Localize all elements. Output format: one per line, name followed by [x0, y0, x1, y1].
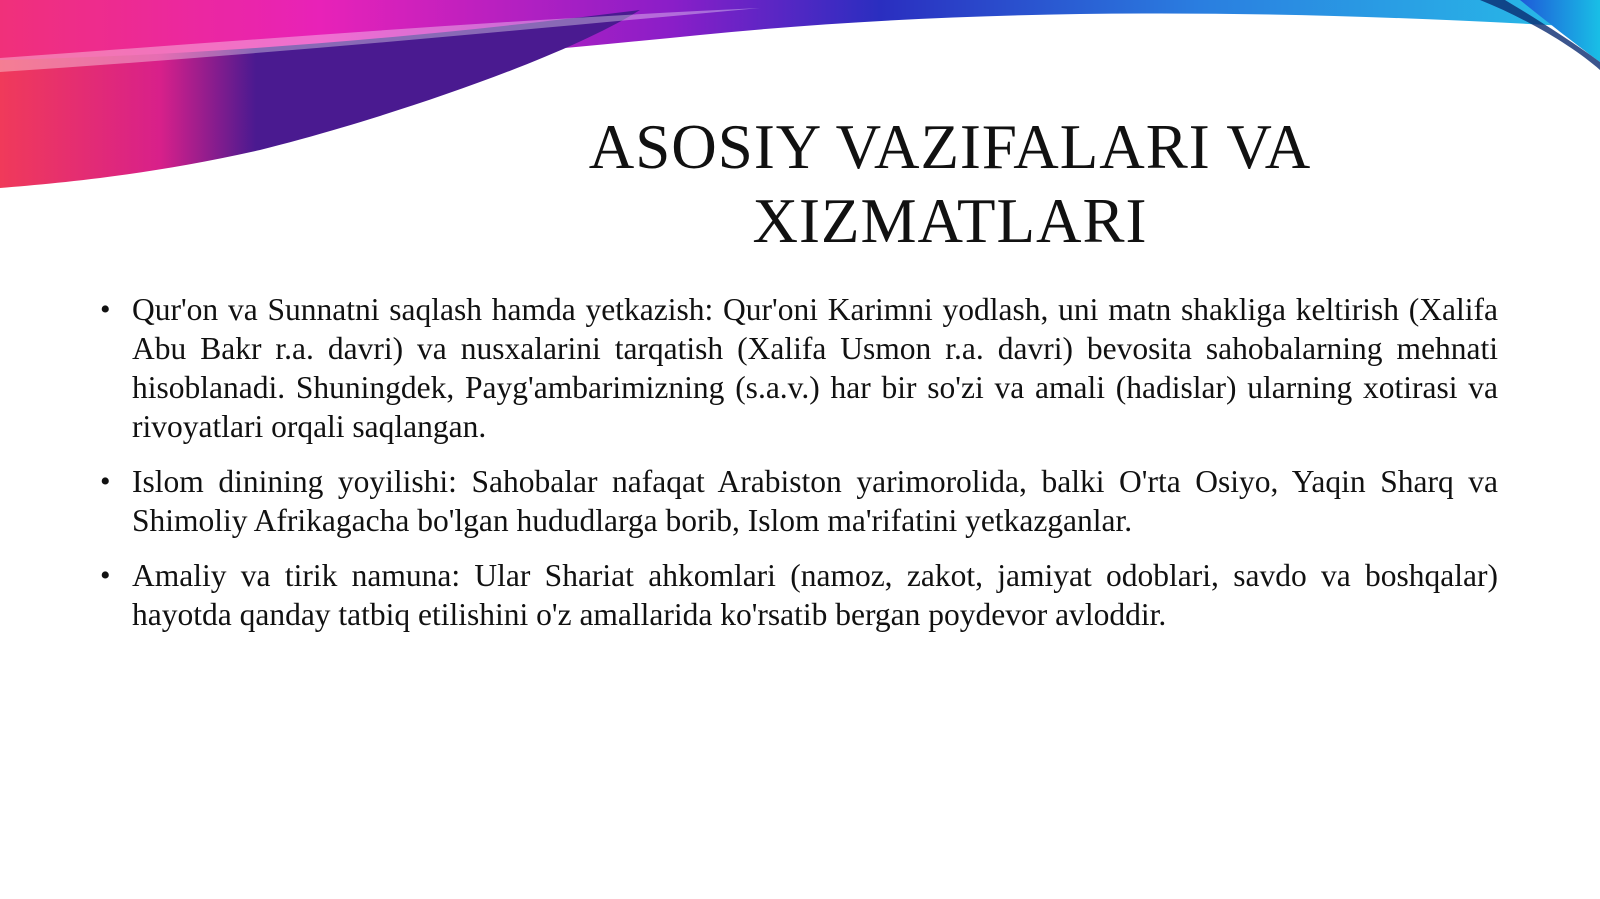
bullet-text: Islom dinining yoyilishi: Sahobalar nafaqat Arabiston yarimorolida, balki O'rta Osiyo, Yaqin Sharq va Shimoliy Afrikagacha bo'lgan hududlarga borib, Islom ma'rifatini yetkazganlar.	[132, 464, 1498, 538]
slide-title-line-2: XIZMATLARI	[752, 186, 1148, 256]
bullet-list	[100, 290, 1498, 650]
bullet-dot-icon: •	[100, 465, 111, 498]
bullet-text: Amaliy va tirik namuna: Ular Shariat ahkomlari (namoz, zakot, jamiyat odoblari, savdo va boshqalar) hayotda qanday tatbiq etilishini o'z amallarida ko'rsatib bergan poydevor avloddir.	[132, 558, 1498, 632]
bullet-item	[100, 556, 1498, 634]
bullet-text: Qur'on va Sunnatni saqlash hamda yetkazish: Qur'oni Karimni yodlash, uni matn shakliga keltirish (Xalifa Abu Bakr r.a. davri) va nusxalarini tarqatish (Xalifa Usmon r.a. davri) bevosita sahobalarning mehnati hisoblanadi. Shuningdek, Payg'ambarimizning (s.a.v.) har bir so'zi va amali (hadislar) ularning xotirasi va rivoyatlari orqali saqlangan.	[132, 292, 1498, 444]
bullet-dot-icon: •	[100, 559, 111, 592]
bullet-item	[100, 462, 1498, 540]
slide-title-line-1: ASOSIY VAZIFALARI VA	[588, 112, 1312, 182]
swoosh-right-band	[1520, 0, 1600, 62]
bullet-item	[100, 290, 1498, 446]
bullet-dot-icon: •	[100, 293, 111, 326]
slide-title	[540, 110, 1360, 258]
